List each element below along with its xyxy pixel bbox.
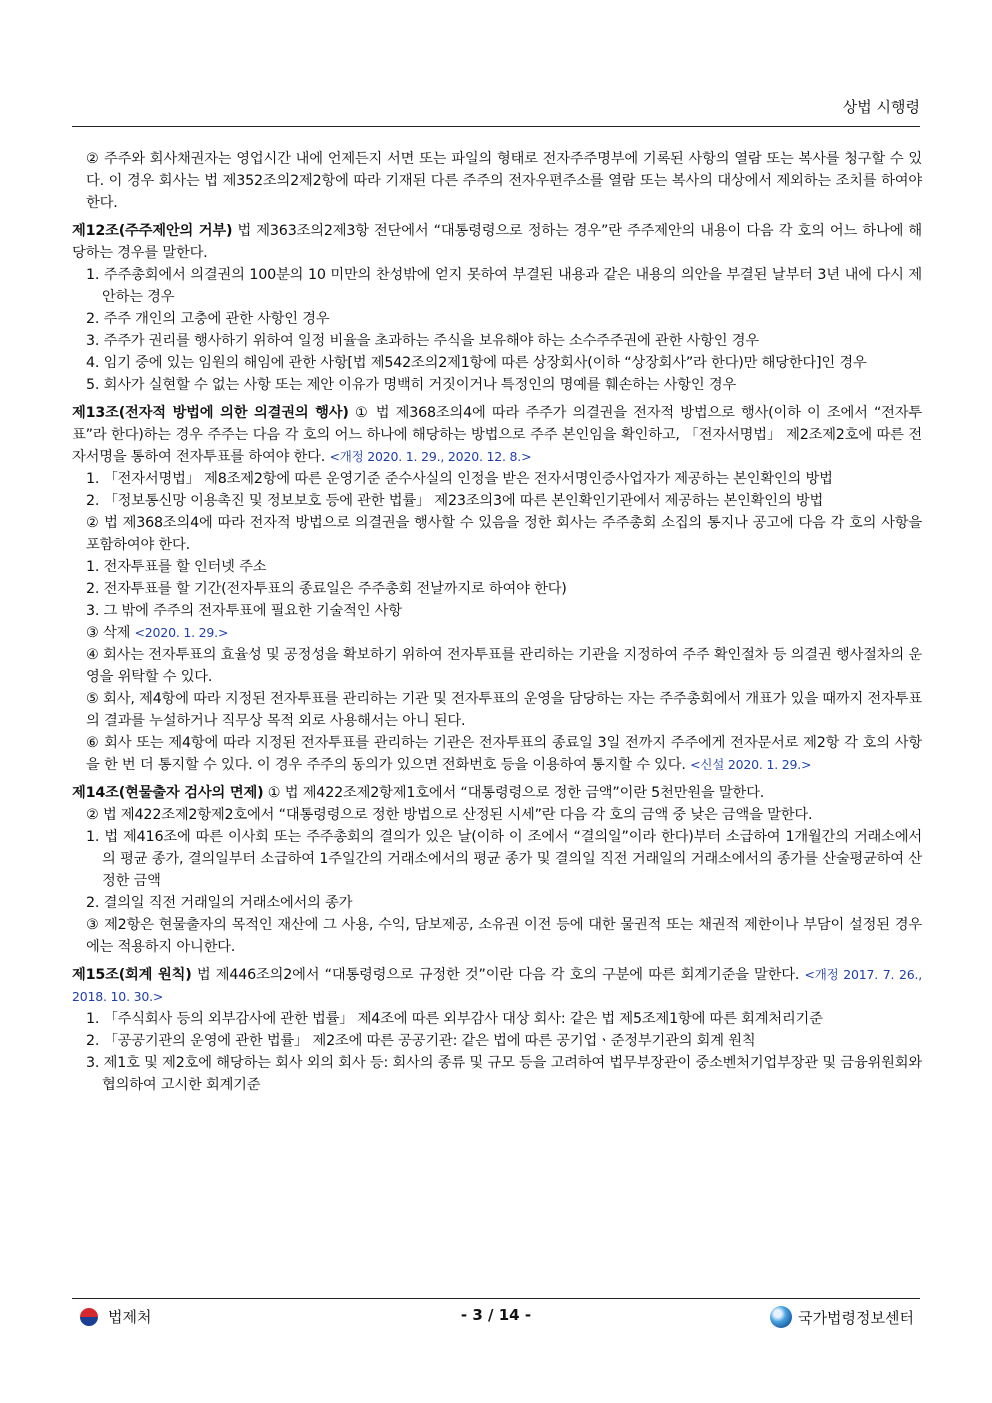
footer-right: [770, 1306, 914, 1328]
article-12: [72, 220, 922, 264]
paragraph: ② 주주와 회사채권자는 영업시간 내에 언제든지 서면 또는 파일의 형태로 전자주주명부에 기록된 사항의 열람 또는 복사를 청구할 수 있다. 이 경우 회사는 법 제352조의2제2항에 따라 기재된 다른 주주의 전자우편주소를 열람 또는 복사의 대상에서 제외하는 조치를 하여야 한다.: [86, 151, 922, 211]
paragraph: ④ 회사는 전자투표의 효율성 및 공정성을 확보하기 위하여 전자투표를 관리하는 기관을 지정하여 주주 확인절차 등 의결권 행사절차의 운영을 위탁할 수 있다.: [86, 647, 922, 685]
list-item: 2. 주주 개인의 고충에 관한 사항인 경우: [86, 311, 330, 327]
article-text: 법 제446조의2에서 “대통령령으로 규정한 것”이란 다음 각 호의 구분에 따른 회계기준을 말한다.: [191, 967, 805, 983]
list-item: 1. 전자투표를 할 인터넷 주소: [86, 559, 267, 575]
paragraph-text: ⑥ 회사 또는 제4항에 따라 지정된 전자투표를 관리하는 기관은 전자투표의 종료일 3일 전까지 주주에게 전자문서로 제2항 각 호의 사항을 한 번 더 통지할 수 있다. 이 경우 주주의 동의가 있으면 전화번호 등을 이용하여 통지할 수 있다.: [86, 735, 922, 773]
amendment-note: <신설 2020. 1. 29.>: [690, 757, 812, 772]
paragraph: ③ 제2항은 현물출자의 목적인 재산에 그 사용, 수익, 담보제공, 소유권 이전 등에 대한 물권적 또는 채권적 제한이나 부담이 설정된 경우에는 적용하지 아니한다.: [86, 917, 922, 955]
list-item: 3. 주주가 권리를 행사하기 위하여 일정 비율을 초과하는 주식을 보유해야 하는 소수주주권에 관한 사항인 경우: [86, 333, 759, 349]
footer: [72, 1306, 920, 1330]
list-item: 1. 「주식회사 등의 외부감사에 관한 법률」 제4조에 따른 외부감사 대상 회사: 같은 법 제5조제1항에 따른 회계처리기준: [86, 1011, 823, 1027]
footer-center: 국가법령정보센터: [798, 1308, 914, 1327]
list-item: 2. 「정보통신망 이용촉진 및 정보보호 등에 관한 법률」 제23조의3에 따른 본인확인기관에서 제공하는 본인확인의 방법: [86, 493, 824, 509]
paragraph: ② 법 제422조제2항제2호에서 “대통령령으로 정한 방법으로 산정된 시세”란 다음 각 호의 금액 중 낮은 금액을 말한다.: [86, 807, 813, 823]
list-item: 1. 주주총회에서 의결권의 100분의 10 미만의 찬성밖에 얻지 못하여 부결된 내용과 같은 내용의 의안을 부결된 날부터 3년 내에 다시 제안하는 경우: [86, 267, 922, 305]
paragraph-text: ③ 삭제: [86, 625, 135, 641]
paragraph: [72, 732, 922, 776]
paragraph: ⑤ 회사, 제4항에 따라 지정된 전자투표를 관리하는 기관 및 전자투표의 운영을 담당하는 자는 주주총회에서 개표가 있을 때까지 전자투표의 결과를 누설하거나 직무상 목적 외로 사용해서는 아니 된다.: [86, 691, 922, 729]
article-text: 법 제363조의2제3항 전단에서 “대통령령으로 정하는 경우”란 주주제안의 내용이 다음 각 호의 어느 하나에 해당하는 경우를 말한다.: [72, 223, 922, 261]
article-title: 제12조(주주제안의 거부): [72, 223, 233, 239]
paragraph: [72, 622, 922, 644]
paragraph: ② 법 제368조의4에 따라 전자적 방법으로 의결권을 행사할 수 있음을 정한 회사는 주주총회 소집의 통지나 공고에 다음 각 호의 사항을 포함하여야 한다.: [86, 515, 922, 553]
article-15: [72, 964, 922, 1008]
footer-rule: [72, 1298, 920, 1299]
list-item: 2. 「공공기관의 운영에 관한 법률」 제2조에 따른 공공기관: 같은 법에 따른 공기업ㆍ준정부기관의 회계 원칙: [86, 1033, 756, 1049]
article-title: 제14조(현물출자 검사의 면제): [72, 785, 264, 801]
document-body: [72, 148, 922, 1096]
page-number: - 3 / 14 -: [460, 1306, 532, 1324]
list-item: 4. 임기 중에 있는 임원의 해임에 관한 사항[법 제542조의2제1항에 따른 상장회사(이하 “상장회사”라 한다)만 해당한다]인 경우: [86, 355, 867, 371]
footer-org: 법제처: [108, 1308, 152, 1326]
list-item: 5. 회사가 실현할 수 없는 사항 또는 제안 이유가 명백히 거짓이거나 특정인의 명예를 훼손하는 사항인 경우: [86, 377, 737, 393]
list-item: 1. 법 제416조에 따른 이사회 또는 주주총회의 결의가 있은 날(이하 이 조에서 “결의일”이라 한다)부터 소급하여 1개월간의 거래소에서의 평균 종가, 결의일부터 소급하여 1주일간의 거래소에서의 평균 종가 및 결의일 직전 거래일의 거래소에서의 종가를 산술평균하여 산정한 금액: [86, 829, 922, 889]
header-rule: [72, 126, 920, 127]
list-item: 2. 결의일 직전 거래일의 거래소에서의 종가: [86, 895, 353, 911]
list-item: 3. 제1호 및 제2호에 해당하는 회사 외의 회사 등: 회사의 종류 및 규모 등을 고려하여 법무부장관이 중소벤처기업부장관 및 금융위원회와 협의하여 고시한 회계기준: [86, 1055, 922, 1093]
amendment-note: <개정 2020. 1. 29., 2020. 12. 8.>: [329, 449, 532, 464]
amendment-note: <개정 2017. 7. 26., 2018. 10. 30.>: [72, 967, 922, 1004]
article-title: 제13조(전자적 방법에 의한 의결권의 행사): [72, 405, 349, 421]
article-title: 제15조(회계 원칙): [72, 967, 192, 983]
article-13: [72, 402, 922, 468]
law-center-logo-icon: [770, 1306, 792, 1328]
article-text: ① 법 제368조의4에 따라 주주가 의결권을 전자적 방법으로 행사(이하 이 조에서 “전자투표”라 한다)하는 경우 주주는 다음 각 호의 어느 하나에 해당하는 방법으로 주주 본인임을 확인하고, 「전자서명법」 제2조제2호에 따른 전자서명을 통하여 전자투표를 하여야 한다.: [72, 405, 923, 465]
list-item: 1. 「전자서명법」 제8조제2항에 따른 운영기준 준수사실의 인정을 받은 전자서명인증사업자가 제공하는 본인확인의 방법: [86, 471, 833, 487]
list-item: 3. 그 밖에 주주의 전자투표에 필요한 기술적인 사항: [86, 603, 402, 619]
amendment-note: <2020. 1. 29.>: [134, 625, 229, 640]
list-item: 2. 전자투표를 할 기간(전자투표의 종료일은 주주총회 전날까지로 하여야 한다): [86, 581, 567, 597]
article-14: [72, 782, 922, 804]
article-text: ① 법 제422조제2항제1호에서 “대통령령으로 정한 금액”이란 5천만원을 말한다.: [263, 785, 765, 801]
running-header: 상법 시행령: [842, 98, 920, 116]
